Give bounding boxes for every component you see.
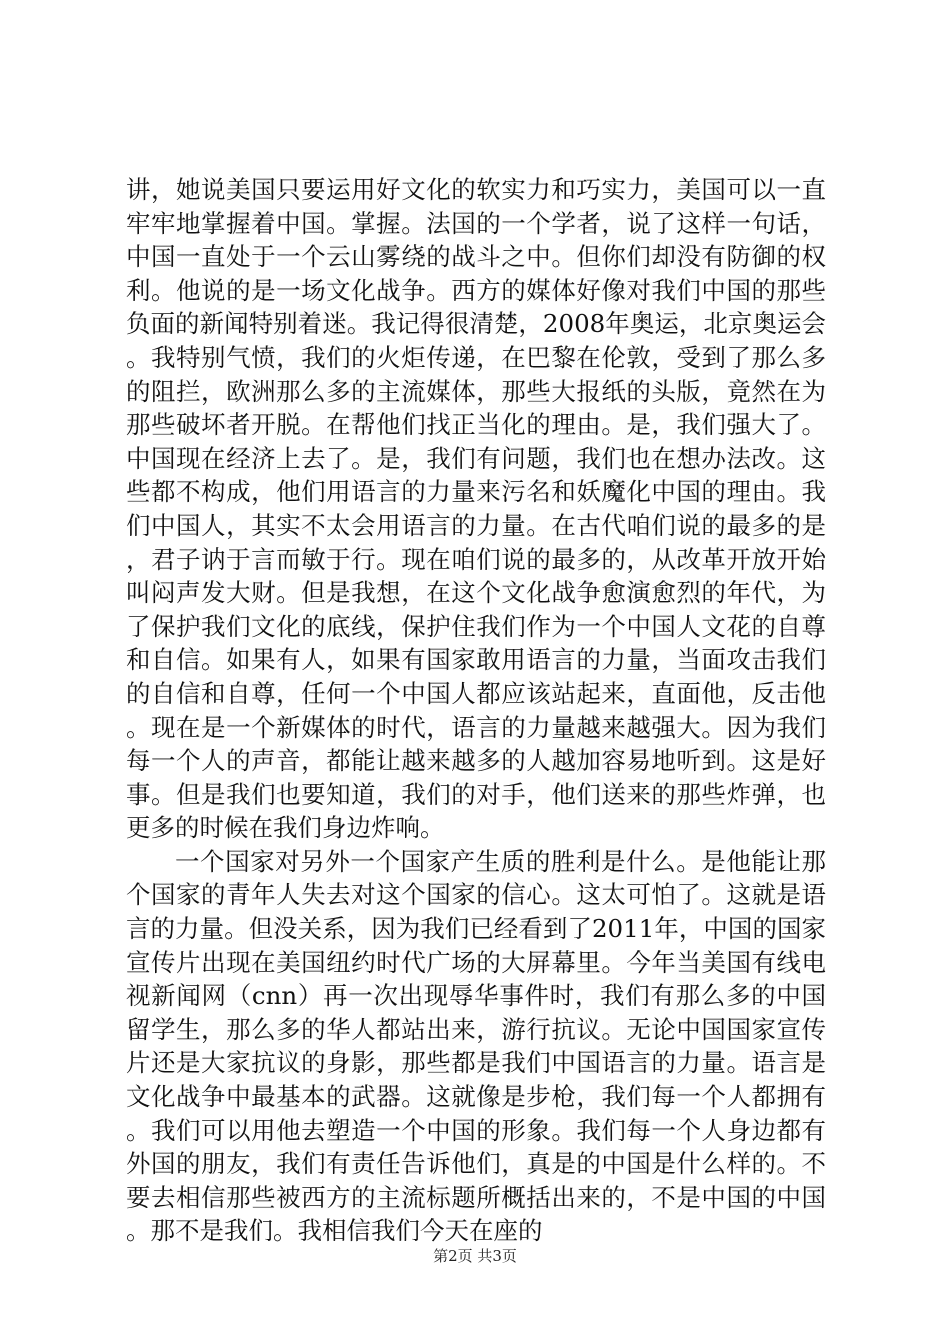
body-text xyxy=(126,173,826,1248)
paragraph-1: 讲，她说美国只要运用好文化的软实力和巧实力，美国可以一直牢牢地掌握着中国。掌握。法国的一个学者，说了这样一句话，中国一直处于一个云山雾绕的战斗之中。但你们却没有防御的权利。他说的是一场文化战争。西方的媒体好像对我们中国的那些负面的新闻特别着迷。我记得很清楚，2008年奥运，北京奥运会。我特别气愤，我们的火炬传递，在巴黎在伦敦，受到了那么多的阻拦，欧洲那么多的主流媒体，那些大报纸的头版，竟然在为那些破坏者开脱。在帮他们找正当化的理由。是，我们强大了。中国现在经济上去了。是，我们有问题，我们也在想办法改。这些都不构成，他们用语言的力量来污名和妖魔化中国的理由。我们中国人，其实不太会用语言的力量。在古代咱们说的最多的是，君子讷于言而敏于行。现在咱们说的最多的，从改革开放开始叫闷声发大财。但是我想，在这个文化战争愈演愈烈的年代，为了保护我们文化的底线，保护住我们作为一个中国人文花的自尊和自信。如果有人，如果有国家敢用语言的力量，当面攻击我们的自信和自尊，任何一个中国人都应该站起来，直面他，反击他。现在是一个新媒体的时代，语言的力量越来越强大。因为我们每一个人的声音，都能让越来越多的人越加容易地听到。这是好事。但是我们也要知道，我们的对手，他们送来的那些炸弹，也更多的时候在我们身边炸响。 xyxy=(126,175,826,843)
page-number-footer: 第2页 共3页 xyxy=(433,1247,517,1265)
paragraph-2: 一个国家对另外一个国家产生质的胜利是什么。是他能让那个国家的青年人失去对这个国家的信心。这太可怕了。这就是语言的力量。但没关系，因为我们已经看到了2011年，中国的国家宣传片出现在美国纽约时代广场的大屏幕里。今年当美国有线电视新闻网（cnn）再一次出现辱华事件时，我们有那么多的中国留学生，那么多的华人都站出来，游行抗议。无论中国国家宣传片还是大家抗议的身影，那些都是我们中国语言的力量。语言是文化战争中最基本的武器。这就像是步枪，我们每一个人都拥有。我们可以用他去塑造一个中国的形象。我们每一个人身边都有外国的朋友，我们有责任告诉他们，真是的中国是什么样的。不要去相信那些被西方的主流标题所概括出来的，不是中国的中国。那不是我们。我相信我们今天在座的 xyxy=(126,846,826,1246)
